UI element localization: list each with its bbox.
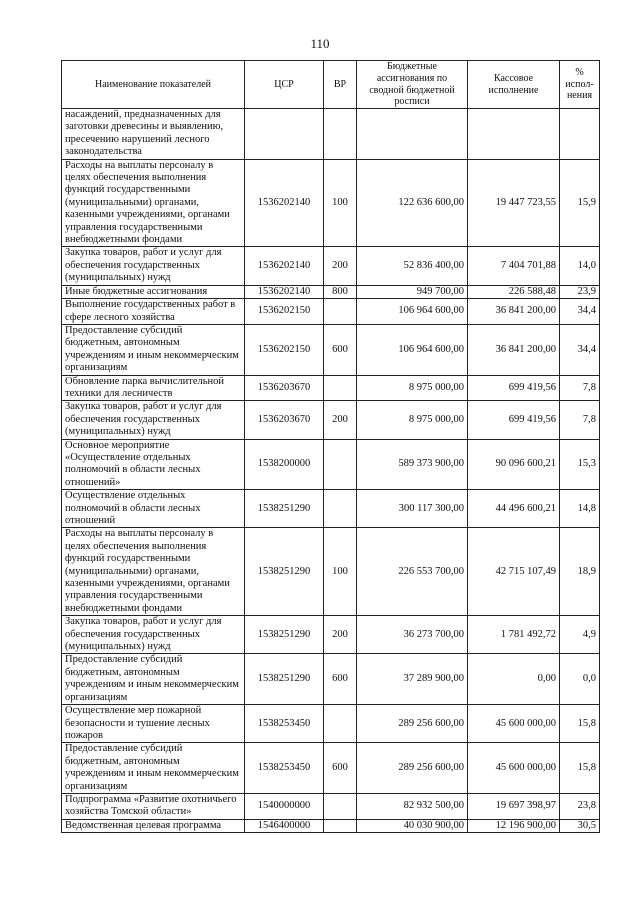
row-budget: 8 975 000,00 bbox=[357, 401, 468, 439]
row-csr: 1538253450 bbox=[245, 743, 324, 794]
row-cash: 19 447 723,55 bbox=[468, 159, 560, 247]
row-vr: 200 bbox=[324, 401, 357, 439]
row-name: Ведомственная целевая программа bbox=[62, 819, 245, 832]
row-name: Подпрограмма «Развитие охотничьего хозяйства Томской области» bbox=[62, 793, 245, 819]
row-pct: 4,9 bbox=[560, 616, 600, 654]
row-csr: 1536202140 bbox=[245, 247, 324, 285]
table-row bbox=[62, 324, 600, 375]
row-vr: 800 bbox=[324, 285, 357, 298]
row-vr: 100 bbox=[324, 528, 357, 616]
row-csr: 1538251290 bbox=[245, 616, 324, 654]
row-name: Расходы на выплаты персоналу в целях обеспечения выполнения функций государственными (муниципальными) органами, казенными учреждениями, органами управления государственными внебюджетными фондами bbox=[62, 528, 245, 616]
row-budget: 52 836 400,00 bbox=[357, 247, 468, 285]
row-vr: 200 bbox=[324, 247, 357, 285]
table-row bbox=[62, 528, 600, 616]
row-pct: 34,4 bbox=[560, 299, 600, 325]
row-pct: 14,8 bbox=[560, 490, 600, 528]
row-name: Закупка товаров, работ и услуг для обеспечения государственных (муниципальных) нужд bbox=[62, 616, 245, 654]
row-budget: 40 030 900,00 bbox=[357, 819, 468, 832]
row-pct: 15,8 bbox=[560, 705, 600, 743]
table-row bbox=[62, 616, 600, 654]
table-row bbox=[62, 375, 600, 401]
row-cash: 1 781 492,72 bbox=[468, 616, 560, 654]
row-csr: 1536202150 bbox=[245, 324, 324, 375]
row-cash: 12 196 900,00 bbox=[468, 819, 560, 832]
row-name: Иные бюджетные ассигнования bbox=[62, 285, 245, 298]
row-vr: 600 bbox=[324, 743, 357, 794]
page-number: 110 bbox=[310, 36, 330, 51]
header-budget: Бюджетные ассигнования по сводной бюджетной росписи bbox=[357, 61, 468, 109]
row-budget: 106 964 600,00 bbox=[357, 299, 468, 325]
row-vr: 100 bbox=[324, 159, 357, 247]
row-cash: 699 419,56 bbox=[468, 375, 560, 401]
row-vr bbox=[324, 109, 357, 160]
row-cash: 19 697 398,97 bbox=[468, 793, 560, 819]
header-csr: ЦСР bbox=[245, 61, 324, 109]
row-vr: 600 bbox=[324, 654, 357, 705]
row-cash: 36 841 200,00 bbox=[468, 299, 560, 325]
row-pct: 23,8 bbox=[560, 793, 600, 819]
row-budget: 37 289 900,00 bbox=[357, 654, 468, 705]
table-row bbox=[62, 109, 600, 160]
row-csr: 1536203670 bbox=[245, 401, 324, 439]
table-row bbox=[62, 793, 600, 819]
table-row bbox=[62, 490, 600, 528]
row-vr bbox=[324, 819, 357, 832]
header-name: Наименование показателей bbox=[62, 61, 245, 109]
table-row bbox=[62, 159, 600, 247]
row-pct: 15,9 bbox=[560, 159, 600, 247]
row-cash: 42 715 107,49 bbox=[468, 528, 560, 616]
row-budget: 82 932 500,00 bbox=[357, 793, 468, 819]
header-pct: % испол-нения bbox=[560, 61, 600, 109]
row-name: Расходы на выплаты персоналу в целях обеспечения выполнения функций государственными (муниципальными) органами, казенными учреждениями, органами управления государственными внебюджетными фондами bbox=[62, 159, 245, 247]
row-csr: 1538253450 bbox=[245, 705, 324, 743]
row-csr: 1536202150 bbox=[245, 299, 324, 325]
row-csr: 1538251290 bbox=[245, 528, 324, 616]
row-cash: 90 096 600,21 bbox=[468, 439, 560, 490]
header-vr: ВР bbox=[324, 61, 357, 109]
budget-execution-table bbox=[61, 60, 600, 833]
row-name: Закупка товаров, работ и услуг для обеспечения государственных (муниципальных) нужд bbox=[62, 401, 245, 439]
table-row bbox=[62, 705, 600, 743]
row-vr: 600 bbox=[324, 324, 357, 375]
row-cash: 45 600 000,00 bbox=[468, 705, 560, 743]
row-csr: 1538251290 bbox=[245, 490, 324, 528]
row-pct: 15,3 bbox=[560, 439, 600, 490]
row-pct: 7,8 bbox=[560, 401, 600, 439]
row-cash: 226 588,48 bbox=[468, 285, 560, 298]
row-vr bbox=[324, 299, 357, 325]
row-budget: 300 117 300,00 bbox=[357, 490, 468, 528]
row-pct: 18,9 bbox=[560, 528, 600, 616]
row-budget: 8 975 000,00 bbox=[357, 375, 468, 401]
row-pct bbox=[560, 109, 600, 160]
row-budget: 226 553 700,00 bbox=[357, 528, 468, 616]
row-csr: 1536203670 bbox=[245, 375, 324, 401]
row-name: Осуществление отдельных полномочий в области лесных отношений bbox=[62, 490, 245, 528]
row-name: Предоставление субсидий бюджетным, автономным учреждениям и иным некоммерческим организациям bbox=[62, 654, 245, 705]
table-row bbox=[62, 654, 600, 705]
row-pct: 23,9 bbox=[560, 285, 600, 298]
table-row bbox=[62, 401, 600, 439]
table-header-row bbox=[62, 61, 600, 109]
row-name: Основное мероприятие «Осуществление отдельных полномочий в области лесных отношений» bbox=[62, 439, 245, 490]
row-csr: 1536202140 bbox=[245, 159, 324, 247]
row-vr bbox=[324, 793, 357, 819]
row-name: Закупка товаров, работ и услуг для обеспечения государственных (муниципальных) нужд bbox=[62, 247, 245, 285]
table-row bbox=[62, 299, 600, 325]
row-pct: 7,8 bbox=[560, 375, 600, 401]
row-pct: 15,8 bbox=[560, 743, 600, 794]
row-csr: 1546400000 bbox=[245, 819, 324, 832]
row-cash: 7 404 701,88 bbox=[468, 247, 560, 285]
row-csr: 1540000000 bbox=[245, 793, 324, 819]
row-budget: 122 636 600,00 bbox=[357, 159, 468, 247]
row-vr bbox=[324, 705, 357, 743]
row-budget: 36 273 700,00 bbox=[357, 616, 468, 654]
row-pct: 0,0 bbox=[560, 654, 600, 705]
row-cash bbox=[468, 109, 560, 160]
row-cash: 44 496 600,21 bbox=[468, 490, 560, 528]
table-row bbox=[62, 247, 600, 285]
row-pct: 30,5 bbox=[560, 819, 600, 832]
row-csr: 1538200000 bbox=[245, 439, 324, 490]
row-name: Осуществление мер пожарной безопасности и тушение лесных пожаров bbox=[62, 705, 245, 743]
row-cash: 45 600 000,00 bbox=[468, 743, 560, 794]
row-budget: 589 373 900,00 bbox=[357, 439, 468, 490]
row-name: Выполнение государственных работ в сфере лесного хозяйства bbox=[62, 299, 245, 325]
row-vr bbox=[324, 375, 357, 401]
row-name: Обновление парка вычислительной техники для лесничеств bbox=[62, 375, 245, 401]
row-csr bbox=[245, 109, 324, 160]
row-pct: 14,0 bbox=[560, 247, 600, 285]
row-cash: 699 419,56 bbox=[468, 401, 560, 439]
row-csr: 1536202140 bbox=[245, 285, 324, 298]
table-row bbox=[62, 285, 600, 298]
row-csr: 1538251290 bbox=[245, 654, 324, 705]
row-budget: 289 256 600,00 bbox=[357, 743, 468, 794]
row-name: насаждений, предназначенных для заготовки древесины и выявлению, пресечению нарушений лесного законодательства bbox=[62, 109, 245, 160]
row-budget: 106 964 600,00 bbox=[357, 324, 468, 375]
row-vr bbox=[324, 490, 357, 528]
row-budget: 949 700,00 bbox=[357, 285, 468, 298]
row-budget: 289 256 600,00 bbox=[357, 705, 468, 743]
row-vr: 200 bbox=[324, 616, 357, 654]
header-cash: Кассовое исполнение bbox=[468, 61, 560, 109]
table-row bbox=[62, 743, 600, 794]
table-row bbox=[62, 819, 600, 832]
row-cash: 0,00 bbox=[468, 654, 560, 705]
row-pct: 34,4 bbox=[560, 324, 600, 375]
row-vr bbox=[324, 439, 357, 490]
row-name: Предоставление субсидий бюджетным, автономным учреждениям и иным некоммерческим организациям bbox=[62, 324, 245, 375]
row-cash: 36 841 200,00 bbox=[468, 324, 560, 375]
row-budget bbox=[357, 109, 468, 160]
table-row bbox=[62, 439, 600, 490]
row-name: Предоставление субсидий бюджетным, автономным учреждениям и иным некоммерческим организациям bbox=[62, 743, 245, 794]
